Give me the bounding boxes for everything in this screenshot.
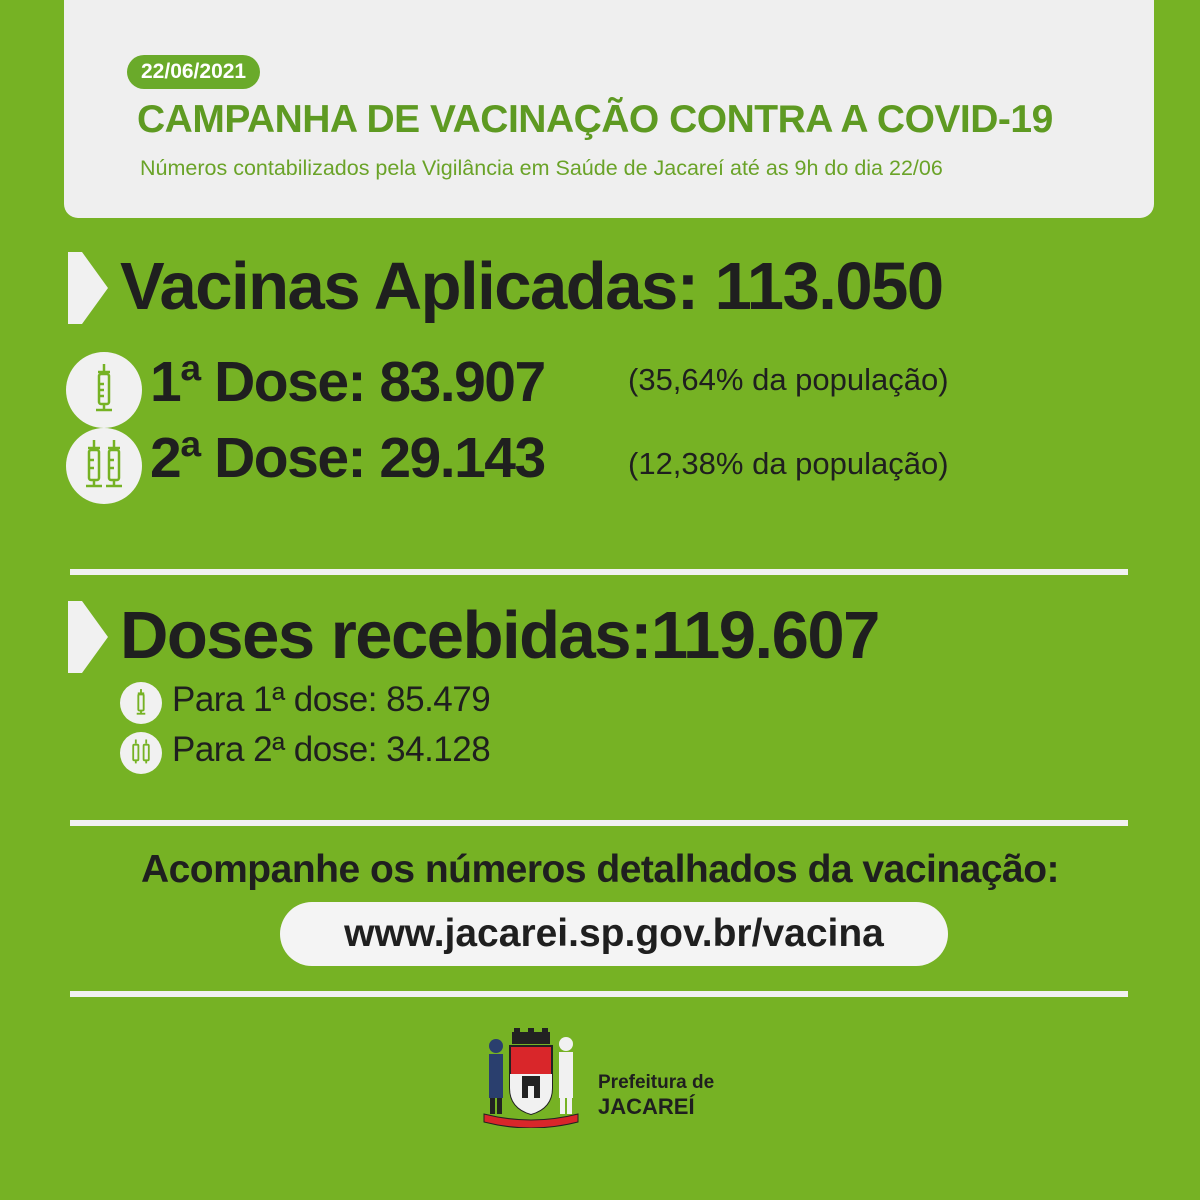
received-label: Doses recebidas: <box>120 598 651 673</box>
dose2-line <box>150 425 545 491</box>
double-syringe-icon <box>120 732 162 774</box>
double-syringe-icon <box>66 428 142 504</box>
dose1-label: 1ª Dose: <box>150 350 365 414</box>
prefeitura-logo-text <box>598 1072 714 1119</box>
coat-of-arms-icon <box>476 1026 586 1128</box>
dose1-line <box>150 349 545 415</box>
chevron-right-icon <box>68 601 108 673</box>
logo-line1: Prefeitura de <box>598 1072 715 1093</box>
page-subtitle: Números contabilizados pela Vigilância em Saúde de Jacareí até as 9h do dia 22/06 <box>140 156 943 180</box>
vaccine-url-link[interactable]: www.jacarei.sp.gov.br/vacina <box>280 902 948 966</box>
dose2-value: 29.143 <box>379 426 545 490</box>
follow-text: Acompanhe os números detalhados da vacinação: <box>140 848 1060 891</box>
dose2-note: (12,38% da população) <box>628 446 949 481</box>
chevron-right-icon <box>68 252 108 324</box>
applied-label: Vacinas Aplicadas: <box>120 249 698 324</box>
logo-line2: JACAREÍ <box>598 1093 695 1119</box>
received-dose1: Para 1ª dose: 85.479 <box>172 680 491 719</box>
dose1-note: (35,64% da população) <box>628 362 949 397</box>
received-value: 119.607 <box>650 598 879 673</box>
received-heading <box>120 597 879 674</box>
received-dose2: Para 2ª dose: 34.128 <box>172 730 491 769</box>
date-badge: 22/06/2021 <box>127 55 260 89</box>
syringe-icon <box>120 682 162 724</box>
divider <box>70 820 1128 826</box>
page-title: CAMPANHA DE VACINAÇÃO CONTRA A COVID-19 <box>137 98 1053 141</box>
divider <box>70 569 1128 575</box>
applied-value: 113.050 <box>714 249 943 324</box>
applied-heading <box>120 248 943 325</box>
dose2-label: 2ª Dose: <box>150 426 365 490</box>
divider <box>70 991 1128 997</box>
dose1-value: 83.907 <box>379 350 545 414</box>
syringe-icon <box>66 352 142 428</box>
